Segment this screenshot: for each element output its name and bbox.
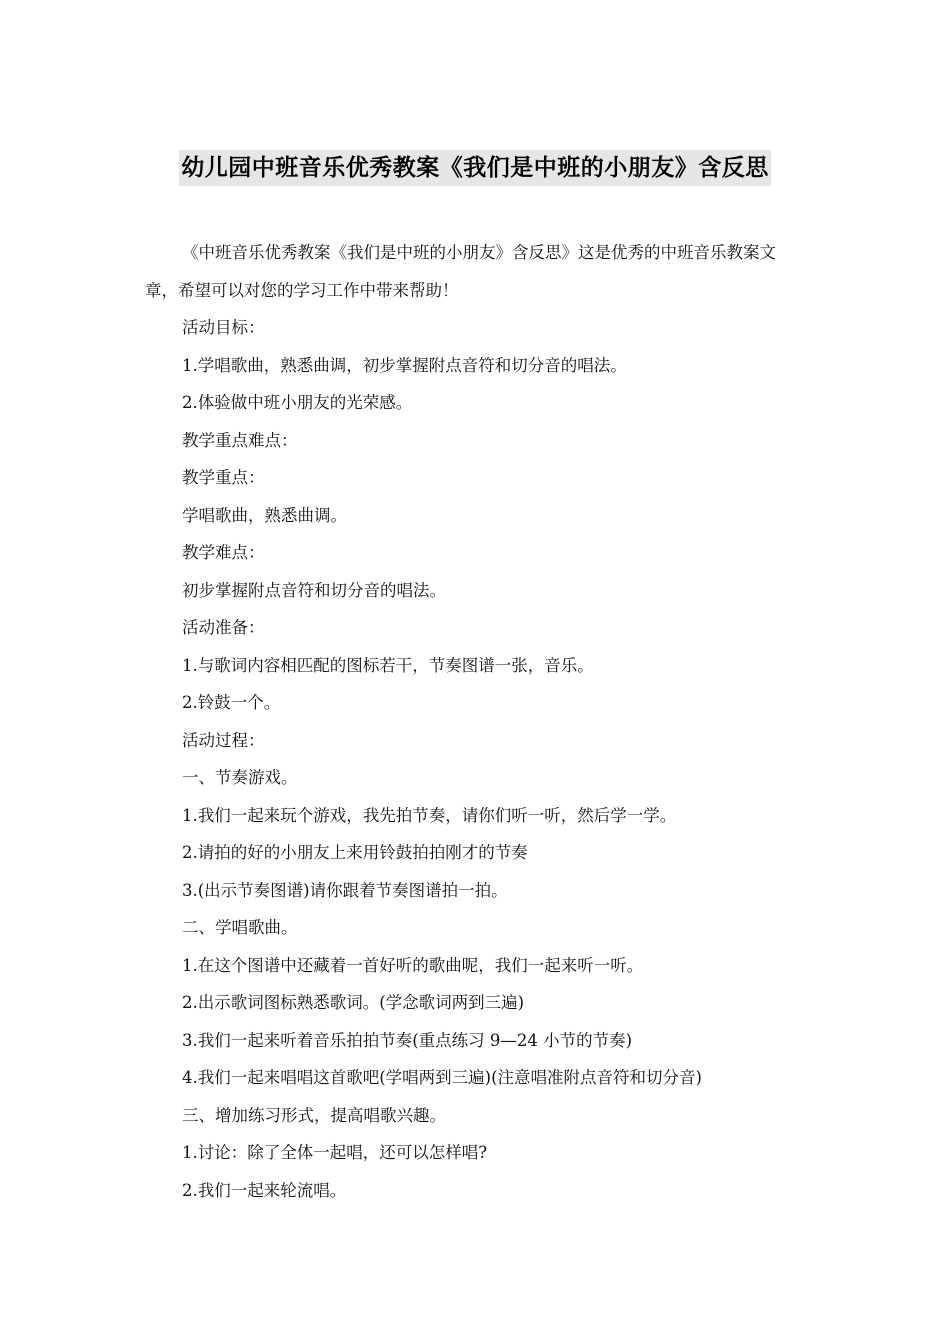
list-item: 2.我们一起来轮流唱。	[182, 1180, 347, 1200]
step-heading: 三、增加练习形式，提高唱歌兴趣。	[182, 1105, 446, 1125]
paragraph: 初步掌握附点音符和切分音的唱法。	[182, 580, 446, 600]
section-heading-key-points: 教学重点难点：	[182, 430, 298, 450]
document-body	[145, 234, 803, 1209]
list-item: 4.我们一起来唱唱这首歌吧(学唱两到三遍)(注意唱准附点音符和切分音)	[182, 1068, 702, 1087]
section-heading-preparation: 活动准备：	[182, 618, 265, 637]
list-item: 1.在这个图谱中还藏着一首好听的歌曲呢，我们一起来听一听。	[182, 955, 644, 975]
paragraph: 学唱歌曲，熟悉曲调。	[182, 505, 347, 525]
title-container	[0, 150, 950, 186]
step-heading: 一、节奏游戏。	[182, 768, 298, 787]
list-item: 2.出示歌词图标熟悉歌词。(学念歌词两到三遍)	[182, 993, 525, 1012]
list-item: 2.体验做中班小朋友的光荣感。	[182, 393, 413, 412]
subheading-difficulty: 教学难点：	[182, 543, 265, 562]
list-item: 2.请拍的好的小朋友上来用铃鼓拍拍刚才的节奏	[182, 843, 528, 862]
list-item: 3.我们一起来听着音乐拍拍节奏(重点练习 9—24 小节的节奏)	[182, 1030, 633, 1050]
list-item: 1.与歌词内容相匹配的图标若干，节奏图谱一张，音乐。	[182, 655, 594, 675]
list-item: 1.讨论：除了全体一起唱，还可以怎样唱?	[182, 1143, 488, 1162]
list-item: 3.(出示节奏图谱)请你跟着节奏图谱拍一拍。	[182, 880, 508, 900]
step-heading: 二、学唱歌曲。	[182, 918, 298, 937]
list-item: 2.铃鼓一个。	[182, 693, 281, 712]
intro-paragraph: 《中班音乐优秀教案《我们是中班的小朋友》含反思》这是优秀的中班音乐教案文章，希望可以对您的学习工作中带来帮助！	[145, 243, 776, 300]
section-heading-process: 活动过程：	[182, 730, 265, 750]
document-title: 幼儿园中班音乐优秀教案《我们是中班的小朋友》含反思	[179, 150, 771, 186]
list-item: 1.学唱歌曲，熟悉曲调，初步掌握附点音符和切分音的唱法。	[182, 355, 627, 375]
subheading-focus: 教学重点：	[182, 468, 265, 487]
list-item: 1.我们一起来玩个游戏，我先拍节奏，请你们听一听，然后学一学。	[182, 805, 677, 825]
section-heading-goals: 活动目标：	[182, 318, 265, 337]
